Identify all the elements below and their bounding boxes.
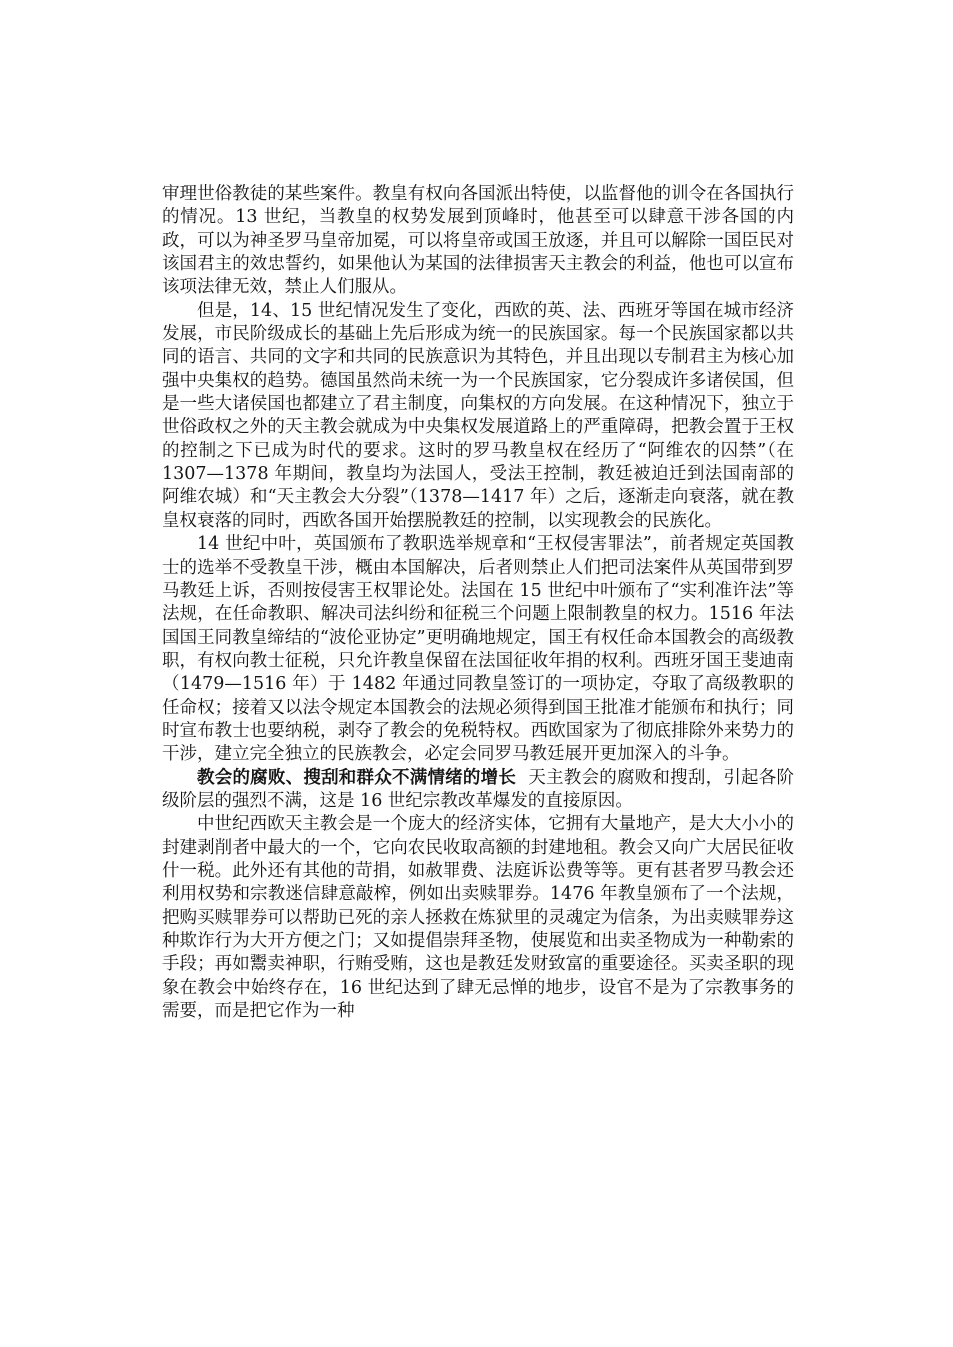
document-page	[162, 183, 794, 1023]
paragraph-3: 14 世纪中叶，英国颁布了教职选举规章和“王权侵害罪法”，前者规定英国教士的选举不受教皇干涉，概由本国解决，后者则禁止人们把司法案件从英国带到罗马教廷上诉，否则按侵害王权罪论处。法国在 15 世纪中叶颁布了“实利准许法”等法规，在任命教职、解决司法纠纷和征税三个问题上限制教皇的权力。1516 年法国国王同教皇缔结的“波伦亚协定”更明确地规定，国王有权任命本国教会的高级教职，有权向教士征税，只允许教皇保留在法国征收年捐的权利。西班牙国王斐迪南（1479—1516 年）于 1482 年通过同教皇签订的一项协定，夺取了高级教职的任命权；接着又以法令规定本国教会的法规必须得到国王批准才能颁布和执行；同时宣布教士也要纳税，剥夺了教会的免税特权。西欧国家为了彻底排除外来势力的干涉，建立完全独立的民族教会，必定会同罗马教廷展开更加深入的斗争。	[162, 534, 794, 765]
paragraph-2: 但是，14、15 世纪情况发生了变化，西欧的英、法、西班牙等国在城市经济发展，市民阶级成长的基础上先后形成为统一的民族国家。每一个民族国家都以共同的语言、共同的文字和共同的民族意识为其特色，并且出现以专制君主为核心加强中央集权的趋势。德国虽然尚未统一为一个民族国家，它分裂成许多诸侯国，但是一些大诸侯国也都建立了君主制度，向集权的方向发展。在这种情况下，独立于世俗政权之外的天主教会就成为中央集权发展道路上的严重障碍，把教会置于王权的控制之下已成为时代的要求。这时的罗马教皇权在经历了“阿维农的囚禁”（在 1307—1378 年期间，教皇均为法国人，受法王控制，教廷被迫迁到法国南部的阿维农城）和“天主教会大分裂”（1378—1417 年）之后，逐渐走向衰落，就在教皇权衰落的同时，西欧各国开始摆脱教廷的控制，以实现教会的民族化。	[162, 300, 794, 531]
section-heading: 教会的腐败、搜刮和群众不满情绪的增长	[197, 767, 517, 788]
paragraph-4	[162, 767, 794, 814]
section-heading-body: 天主教会的腐败和搜刮，引起各阶级阶层的强烈不满，这是 16 世纪宗教改革爆发的直接原因。	[162, 767, 794, 811]
paragraph-5: 中世纪西欧天主教会是一个庞大的经济实体，它拥有大量地产，是大大小小的封建剥削者中最大的一个，它向农民收取高额的封建地租。教会又向广大居民征收什一税。此外还有其他的苛捐，如赦罪费、法庭诉讼费等等。更有甚者罗马教会还利用权势和宗教迷信肆意敲榨，例如出卖赎罪券。1476 年教皇颁布了一个法规，把购买赎罪券可以帮助已死的亲人拯救在炼狱里的灵魂定为信条，为出卖赎罪券这种欺诈行为大开方便之门；又如提倡崇拜圣物，使展览和出卖圣物成为一种勒索的手段；再如鬻卖神职，行贿受贿，这也是教廷发财致富的重要途径。买卖圣职的现象在教会中始终存在，16 世纪达到了肆无忌惮的地步，设官不是为了宗教事务的需要，而是把它作为一种	[162, 814, 794, 1022]
paragraph-1: 审理世俗教徒的某些案件。教皇有权向各国派出特使，以监督他的训令在各国执行的情况。13 世纪，当教皇的权势发展到顶峰时，他甚至可以肆意干涉各国的内政，可以为神圣罗马皇帝加冕，可以将皇帝或国王放逐，并且可以解除一国臣民对该国君主的效忠誓约，如果他认为某国的法律损害天主教会的利益，他也可以宣布该项法律无效，禁止人们服从。	[162, 184, 794, 298]
